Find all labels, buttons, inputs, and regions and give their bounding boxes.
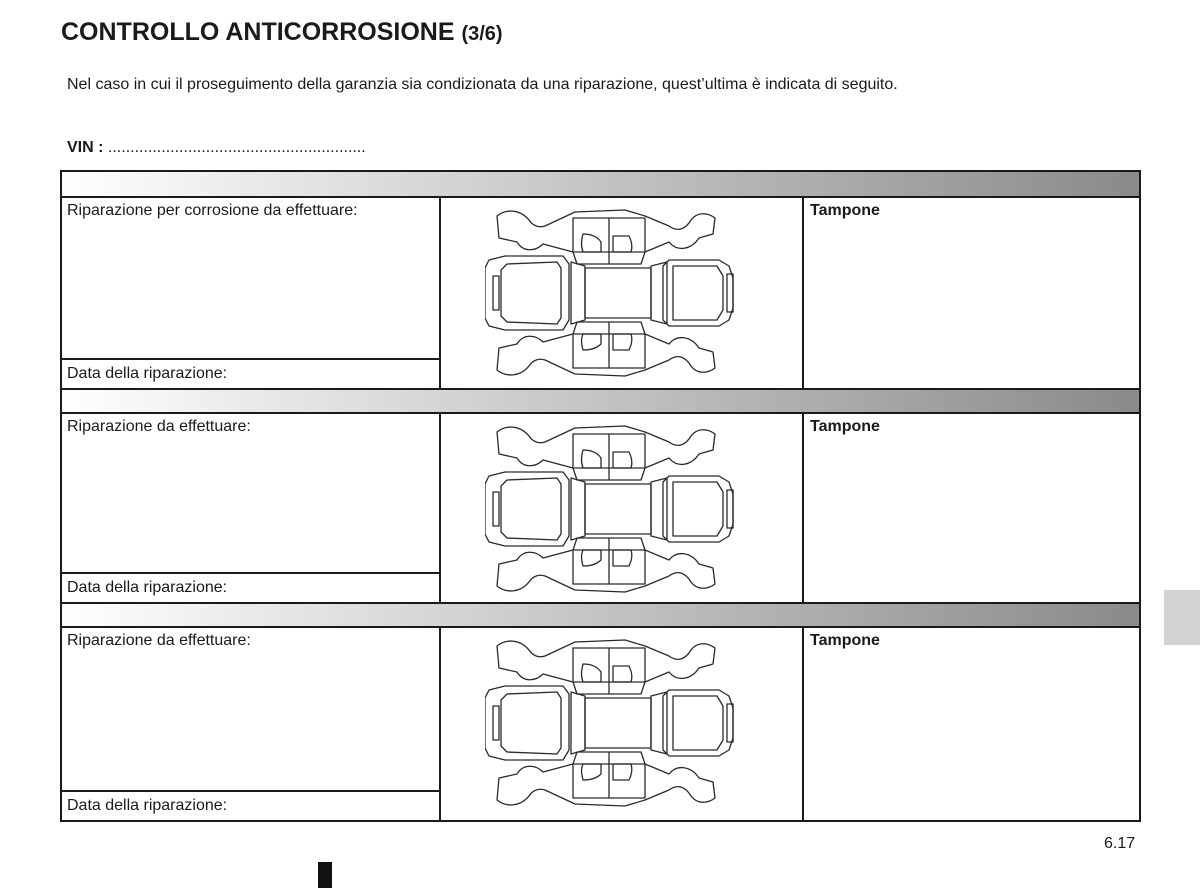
page-number: 6.17 [1104, 835, 1136, 852]
intro-text: Nel caso in cui il proseguimento della garanzia sia condizionata da una riparazione, quest’ultima è indicata di seguito. [67, 76, 898, 93]
repair-section [62, 198, 1139, 390]
section-header-band [62, 172, 1139, 198]
repair-date-label: Data della riparazione: [67, 579, 228, 596]
section-header-band [62, 602, 1139, 628]
page-title-part: (3/6) [461, 23, 503, 45]
stamp-label: Tampone [810, 418, 880, 435]
car-diagram-cell [441, 198, 804, 390]
repair-section [62, 414, 1139, 604]
repair-info-cell [62, 414, 441, 604]
repair-info-cell [62, 628, 441, 820]
car-body-diagram-icon [485, 420, 741, 600]
car-diagram-cell [441, 414, 804, 604]
repair-date-row [62, 572, 439, 604]
vin-field [67, 139, 366, 157]
page-title-text: CONTROLLO ANTICORROSIONE [61, 18, 455, 46]
vin-dots: .......................................................... [107, 139, 366, 156]
repair-label: Riparazione da effettuare: [67, 418, 251, 435]
car-diagram-cell [441, 628, 804, 820]
stamp-label: Tampone [810, 632, 880, 649]
car-body-diagram-icon [485, 634, 741, 814]
stamp-cell [804, 414, 1139, 604]
repair-date-row [62, 358, 439, 390]
repair-section [62, 628, 1139, 820]
chapter-tab-marker [1164, 590, 1200, 645]
car-body-diagram-icon [485, 204, 741, 384]
print-mark [318, 862, 332, 888]
repair-label: Riparazione per corrosione da effettuare: [67, 202, 358, 219]
repair-info-cell [62, 198, 441, 390]
repair-date-label: Data della riparazione: [67, 797, 228, 814]
stamp-cell [804, 198, 1139, 390]
repair-label: Riparazione da effettuare: [67, 632, 251, 649]
vin-label: VIN : [67, 139, 104, 156]
repair-date-row [62, 790, 439, 820]
page-title [61, 18, 503, 47]
repair-table [60, 170, 1141, 822]
stamp-cell [804, 628, 1139, 820]
section-header-band [62, 388, 1139, 414]
stamp-label: Tampone [810, 202, 880, 219]
repair-date-label: Data della riparazione: [67, 365, 228, 382]
